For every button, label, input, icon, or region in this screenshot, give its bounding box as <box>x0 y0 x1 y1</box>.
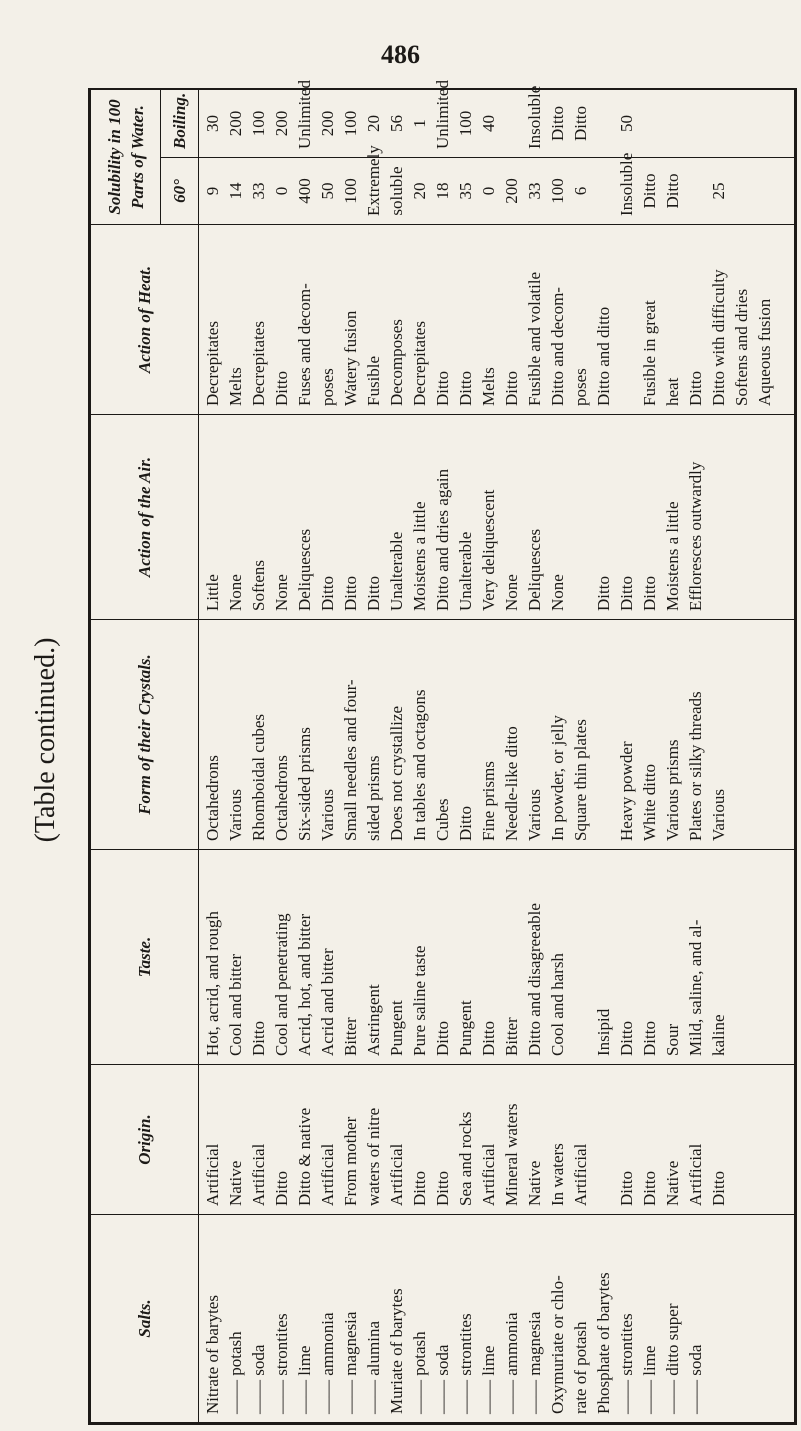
cell-line: Ditto <box>640 173 659 209</box>
cell-line: Aqueous fusion <box>755 298 774 406</box>
cell-line: Mild, saline, and al- <box>686 919 705 1056</box>
cell-line: Unalterable <box>456 531 475 611</box>
cell-line: None <box>548 574 567 611</box>
cell-line: Ditto <box>433 1171 452 1206</box>
col-salts <box>199 1215 795 1423</box>
cell-line: Artificial <box>571 1143 590 1206</box>
cell-line: White ditto <box>640 764 659 841</box>
cell-line: Ditto and dries again <box>433 468 452 611</box>
cell-line: In waters <box>548 1143 567 1206</box>
header-sol-boiling: Boiling. <box>161 90 199 158</box>
cell-line: kaline <box>709 1014 728 1056</box>
cell-line: Nitrate of barytes <box>203 1295 222 1414</box>
table-caption <box>22 560 70 920</box>
cell-line: From mother <box>341 1116 360 1206</box>
cell-line: Does not crystallize <box>387 705 406 841</box>
cell-line <box>500 98 523 149</box>
cell-line: Plates or silky threads <box>686 691 705 841</box>
cell-line <box>592 628 615 841</box>
cell-line: —— magnesia <box>525 1311 544 1414</box>
cell-line: Fusible <box>364 355 383 406</box>
cell-line: Mineral waters <box>502 1103 521 1206</box>
header-origin: Origin. <box>91 1065 199 1215</box>
cell-line: Ditto <box>249 1021 268 1056</box>
cell-line: Unlimited <box>433 80 452 149</box>
cell-line: —— strontites <box>617 1313 636 1414</box>
header-heat: Action of Heat. <box>91 225 199 415</box>
cell-line: Insoluble <box>617 152 636 216</box>
cell-line: Small needles and four- <box>341 679 360 841</box>
cell-line: heat <box>663 377 682 406</box>
cell-line: Deliquesces <box>525 528 544 611</box>
cell-line <box>592 98 615 149</box>
cell-line: —— soda <box>433 1344 452 1414</box>
cell-line: 200 <box>318 110 337 137</box>
cell-line: 18 <box>433 182 452 200</box>
cell-line: Fusible and volatile <box>525 271 544 406</box>
cell-line: Decrepitates <box>203 321 222 406</box>
cell-line: Very deliquescent <box>479 489 498 611</box>
cell-line: sided prisms <box>364 755 383 841</box>
cell-line: Square thin plates <box>571 719 590 841</box>
cell-line <box>569 858 592 1056</box>
cell-line: Muriate of barytes <box>387 1288 406 1414</box>
cell-line: Deliquesces <box>295 528 314 611</box>
cell-line: Pungent <box>456 1000 475 1056</box>
cell-line: Insipid <box>594 1008 613 1056</box>
cell-line: Moistens a little <box>663 501 682 611</box>
cell-line: Ditto & native <box>295 1107 314 1206</box>
page-number: 486 <box>381 40 420 69</box>
cell-line: Artificial <box>686 1143 705 1206</box>
cell-line: 20 <box>364 115 383 132</box>
cell-line: 400 <box>295 178 314 204</box>
cell-line: Pungent <box>387 1000 406 1056</box>
cell-line: Native <box>663 1160 682 1206</box>
cell-line: 200 <box>226 110 245 137</box>
cell-line: Ditto <box>433 371 452 406</box>
cell-line: Ditto <box>456 806 475 841</box>
cell-line: 56 <box>387 115 406 132</box>
cell-line: Ditto <box>272 371 291 406</box>
cell-line <box>592 1073 615 1206</box>
cell-line: —— magnesia <box>341 1311 360 1414</box>
cell-line: Unlimited <box>295 80 314 149</box>
cell-line: None <box>502 574 521 611</box>
cell-line: Artificial <box>479 1143 498 1206</box>
cell-line: Various prisms <box>663 739 682 841</box>
cell-line: Fusible in great <box>640 300 659 406</box>
cell-line: 1 <box>410 119 429 128</box>
col-origin <box>199 1065 795 1215</box>
cell-line: Extremely <box>364 145 383 216</box>
salts-properties-table <box>90 80 795 1423</box>
cell-line: Octahedrons <box>203 755 222 841</box>
cell-line: Fuses and decom- <box>295 283 314 406</box>
cell-line: Cool and bitter <box>226 954 245 1056</box>
cell-line: Acrid and bitter <box>318 948 337 1056</box>
cell-line: Needle-like ditto <box>502 726 521 841</box>
header-solubility: Solubility in 100 Parts of Water. <box>91 90 161 225</box>
header-taste: Taste. <box>91 850 199 1065</box>
header-air: Action of the Air. <box>91 415 199 620</box>
cell-line: Various <box>525 789 544 841</box>
cell-line: Hot, acrid, and rough <box>203 911 222 1056</box>
cell-line: Various <box>226 789 245 841</box>
col-air <box>199 415 795 620</box>
cell-line: Ditto and disagreeable <box>525 903 544 1056</box>
cell-line: Ditto <box>663 173 682 209</box>
cell-line: Ditto <box>617 1021 636 1056</box>
cell-line: 100 <box>249 110 268 137</box>
cell-line: Unalterable <box>387 531 406 611</box>
cell-line <box>684 166 707 216</box>
cell-line: Ditto and decom- <box>548 287 567 406</box>
col-sol-60 <box>199 145 795 225</box>
cell-line: Cool and penetrating <box>272 913 291 1056</box>
cell-line: soluble <box>387 166 406 216</box>
cell-line: —— strontites <box>272 1313 291 1414</box>
table-caption-text: (Table continued.) <box>30 637 61 843</box>
cell-line: Decomposes <box>387 319 406 406</box>
cell-line <box>592 166 615 216</box>
cell-line: Ditto <box>341 576 360 611</box>
cell-line: Ditto <box>318 576 337 611</box>
cell-line: 9 <box>203 186 222 196</box>
cell-line: Melts <box>479 367 498 406</box>
cell-line: 25 <box>709 182 728 200</box>
cell-line: Ditto <box>571 106 590 141</box>
cell-line: —— soda <box>249 1344 268 1414</box>
cell-line: poses <box>318 368 337 406</box>
cell-line: Rhomboidal cubes <box>249 713 268 841</box>
cell-line: Insoluble <box>525 85 544 149</box>
cell-line: —— lime <box>479 1345 498 1414</box>
cell-line: Octahedrons <box>272 755 291 841</box>
cell-line: Ditto <box>502 371 521 406</box>
cell-line: Sour <box>663 1023 682 1056</box>
header-salts: Salts. <box>91 1215 199 1423</box>
cell-line: Artificial <box>387 1143 406 1206</box>
col-form <box>199 620 795 850</box>
cell-line: —— lime <box>640 1345 659 1414</box>
cell-line: Ditto <box>456 371 475 406</box>
cell-line: Ditto <box>686 371 705 406</box>
cell-line: rate of potash <box>571 1321 590 1414</box>
cell-line: Cool and harsh <box>548 953 567 1056</box>
col-sol-boiling <box>199 80 795 158</box>
cell-line: —— ammonia <box>318 1312 337 1414</box>
cell-line: Ditto <box>548 106 567 141</box>
cell-line: 100 <box>341 110 360 137</box>
cell-line: Heavy powder <box>617 741 636 841</box>
cell-line: 40 <box>479 115 498 132</box>
cell-line: Effloresces outwardly <box>686 461 705 611</box>
cell-line: 200 <box>502 178 521 204</box>
cell-line: —— ditto super <box>663 1303 682 1414</box>
cell-line: Ditto <box>272 1171 291 1206</box>
cell-line: Acrid, hot, and bitter <box>295 913 314 1056</box>
cell-line: Ditto <box>640 1171 659 1206</box>
cell-line: —— lime <box>295 1345 314 1414</box>
cell-line: —— strontites <box>456 1313 475 1414</box>
cell-line: 30 <box>203 115 222 132</box>
cell-line: 33 <box>525 182 544 200</box>
cell-line: Various <box>318 789 337 841</box>
cell-line: Sea and rocks <box>456 1111 475 1206</box>
data-table-frame <box>88 80 797 1425</box>
cell-line: Watery fusion <box>341 310 360 406</box>
header-form: Form of their Crystals. <box>91 620 199 850</box>
cell-line: —— potash <box>226 1331 245 1414</box>
cell-line: None <box>226 574 245 611</box>
cell-line: Astringent <box>364 984 383 1056</box>
cell-line: —— potash <box>410 1331 429 1414</box>
cell-line: Oxymuriate or chlo- <box>548 1275 567 1414</box>
cell-line: Ditto <box>617 576 636 611</box>
cell-line: Ditto <box>594 576 613 611</box>
cell-line: Softens <box>249 560 268 611</box>
cell-line: Artificial <box>318 1143 337 1206</box>
cell-line: Ditto <box>479 1021 498 1056</box>
cell-line: Moistens a little <box>410 501 429 611</box>
cell-line <box>615 233 638 406</box>
cell-line: Artificial <box>249 1143 268 1206</box>
table-body-row <box>199 90 795 1423</box>
cell-line: poses <box>571 368 590 406</box>
cell-line <box>569 423 592 611</box>
cell-line: 0 <box>479 186 498 196</box>
cell-line: Phosphate of barytes <box>594 1272 613 1414</box>
cell-line: —— ammonia <box>502 1312 521 1414</box>
cell-line: Ditto <box>364 576 383 611</box>
rotated-table-wrapper <box>90 80 795 1423</box>
cell-line: 0 <box>272 186 291 196</box>
cell-line: Ditto <box>617 1171 636 1206</box>
cell-line: Artificial <box>203 1143 222 1206</box>
header-row-top <box>91 90 161 1423</box>
cell-line: Bitter <box>341 1017 360 1056</box>
cell-line: waters of nitre <box>364 1107 383 1206</box>
cell-line: 100 <box>548 178 567 204</box>
cell-line: Melts <box>226 367 245 406</box>
cell-line: Little <box>203 574 222 611</box>
cell-line: 35 <box>456 182 475 200</box>
header-sol-60: 60° <box>161 158 199 225</box>
cell-line: —— soda <box>686 1344 705 1414</box>
cell-line: Native <box>525 1160 544 1206</box>
col-heat <box>199 225 795 415</box>
cell-line: 50 <box>318 182 337 200</box>
col-taste <box>199 850 795 1065</box>
cell-line: Ditto <box>410 1171 429 1206</box>
cell-line: 200 <box>272 110 291 137</box>
cell-line: 6 <box>571 186 590 196</box>
cell-line: Ditto <box>640 576 659 611</box>
cell-line: Bitter <box>502 1017 521 1056</box>
cell-line: Ditto <box>433 1021 452 1056</box>
cell-line: —— alumina <box>364 1320 383 1414</box>
cell-line: Ditto with difficulty <box>709 269 728 406</box>
cell-line: 14 <box>226 182 245 200</box>
cell-line: Fine prisms <box>479 761 498 841</box>
cell-line: Various <box>709 789 728 841</box>
cell-line: In powder, or jelly <box>548 715 567 841</box>
cell-line: Ditto <box>640 1021 659 1056</box>
cell-line: 100 <box>341 178 360 204</box>
cell-line: Decrepitates <box>249 321 268 406</box>
cell-line: Six-sided prisms <box>295 727 314 841</box>
cell-line: Ditto <box>709 1171 728 1206</box>
cell-line: Softens and dries <box>732 288 751 406</box>
cell-line: None <box>272 574 291 611</box>
cell-line: Cubes <box>433 798 452 841</box>
cell-line: Pure saline taste <box>410 945 429 1056</box>
cell-line: Decrepitates <box>410 321 429 406</box>
cell-line: 33 <box>249 182 268 200</box>
cell-line: Native <box>226 1160 245 1206</box>
cell-line: 100 <box>456 110 475 137</box>
cell-line: Ditto and ditto <box>594 306 613 406</box>
cell-line: In tables and octagons <box>410 689 429 841</box>
cell-line: 50 <box>617 115 636 132</box>
cell-line: 20 <box>410 182 429 200</box>
